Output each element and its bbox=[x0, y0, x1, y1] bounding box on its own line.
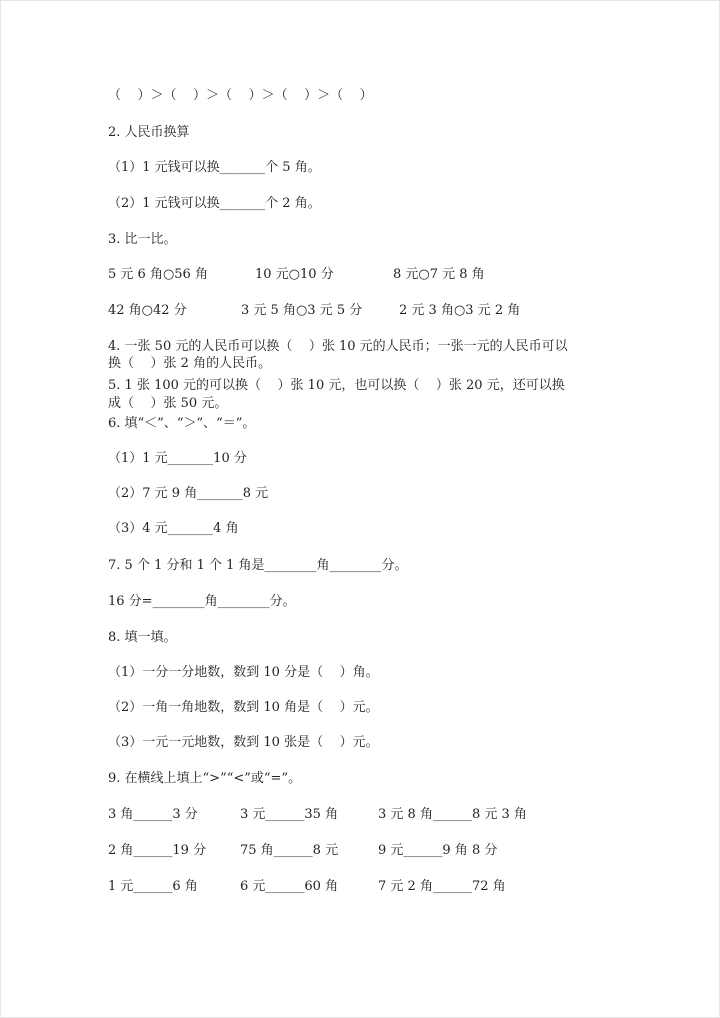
q6-title: 6. 填“＜”、“＞”、“＝”。 bbox=[108, 416, 256, 431]
q3-compare-item: 2 元 3 角○3 元 2 角 bbox=[399, 303, 521, 318]
q3-compare-item: 42 角○42 分 bbox=[108, 303, 187, 318]
q9-fill-item: 3 元______35 角 bbox=[240, 807, 339, 822]
q2-item-1: （1）1 元钱可以换_______个 5 角。 bbox=[108, 160, 321, 175]
q6-item-1: （1）1 元_______10 分 bbox=[108, 451, 247, 466]
q7-line-1: 7. 5 个 1 分和 1 个 1 角是________角________分。 bbox=[108, 558, 408, 573]
q8-item-1: （1）一分一分地数，数到 10 分是（ ）角。 bbox=[108, 665, 379, 680]
q9-fill-item: 6 元______60 角 bbox=[240, 879, 339, 894]
q9-title: 9. 在横线上填上“>”“<”或“=”。 bbox=[108, 771, 302, 786]
q5-line-2: 成（ ）张 50 元。 bbox=[108, 396, 228, 411]
q6-item-3: （3）4 元_______4 角 bbox=[108, 521, 239, 536]
q3-compare-item: 5 元 6 角○56 角 bbox=[108, 267, 208, 282]
q8-title: 8. 填一填。 bbox=[108, 630, 177, 645]
q9-fill-item: 2 角______19 分 bbox=[108, 843, 207, 858]
q7-line-2: 16 分=________角________分。 bbox=[108, 594, 296, 609]
q5-line-1: 5. 1 张 100 元的可以换（ ）张 10 元，也可以换（ ）张 20 元，还可以换 bbox=[108, 378, 565, 393]
q2-item-2: （2）1 元钱可以换_______个 2 角。 bbox=[108, 196, 321, 211]
q8-item-2: （2）一角一角地数，数到 10 角是（ ）元。 bbox=[108, 700, 379, 715]
q9-fill-item: 3 角______3 分 bbox=[108, 807, 198, 822]
q6-item-2: （2）7 元 9 角_______8 元 bbox=[108, 486, 269, 501]
q4-line-1: 4. 一张 50 元的人民币可以换（ ）张 10 元的人民币；一张一元的人民币可以 bbox=[108, 339, 568, 354]
q2-title: 2. 人民币换算 bbox=[108, 125, 190, 140]
q9-fill-item: 1 元______6 角 bbox=[108, 879, 198, 894]
q1-order-row: （ ）＞（ ）＞（ ）＞（ ）＞（ ） bbox=[108, 88, 373, 103]
q4-line-2: 换（ ）张 2 角的人民币。 bbox=[108, 356, 272, 371]
q3-compare-item: 3 元 5 角○3 元 5 分 bbox=[241, 303, 363, 318]
q3-compare-item: 8 元○7 元 8 角 bbox=[393, 267, 485, 282]
q9-fill-item: 9 元______9 角 8 分 bbox=[378, 843, 498, 858]
q3-title: 3. 比一比。 bbox=[108, 232, 177, 247]
q9-fill-item: 75 角______8 元 bbox=[240, 843, 339, 858]
q8-item-3: （3）一元一元地数，数到 10 张是（ ）元。 bbox=[108, 735, 379, 750]
q3-compare-item: 10 元○10 分 bbox=[255, 267, 334, 282]
q9-fill-item: 3 元 8 角______8 元 3 角 bbox=[378, 807, 527, 822]
q9-fill-item: 7 元 2 角______72 角 bbox=[378, 879, 506, 894]
